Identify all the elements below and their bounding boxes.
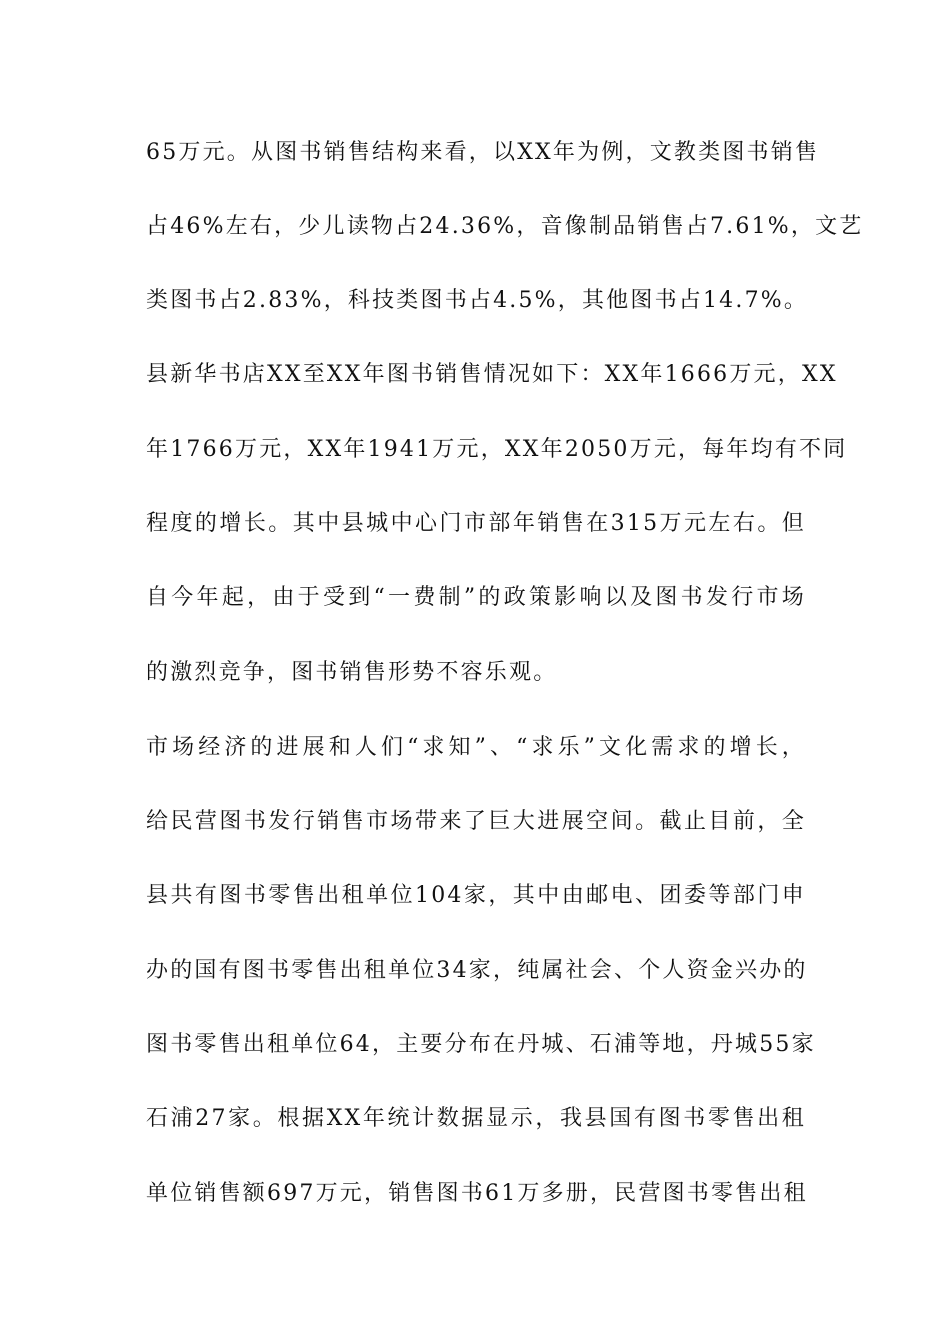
text-line-5: 年1766万元，XX年1941万元，XX年2050万元，每年均有不同 <box>146 437 848 462</box>
text-line-9: 市场经济的进展和人们“求知”、“求乐”文化需求的增长， <box>146 735 806 760</box>
text-line-2: 占46%左右，少儿读物占24.36%，音像制品销售占7.61%，文艺 <box>146 214 864 239</box>
text-line-6: 程度的增长。其中县城中心门市部年销售在315万元左右。但 <box>146 511 806 536</box>
text-line-15: 单位销售额697万元，销售图书61万多册，民营图书零售出租 <box>146 1181 808 1206</box>
text-line-12: 办的国有图书零售出租单位34家，纯属社会、个人资金兴办的 <box>146 958 808 983</box>
text-line-1: 65万元。从图书销售结构来看，以XX年为例，文教类图书销售 <box>146 140 820 165</box>
text-line-14: 石浦27家。根据XX年统计数据显示，我县国有图书零售出租 <box>146 1106 806 1131</box>
text-line-13: 图书零售出租单位64，主要分布在丹城、石浦等地，丹城55家 <box>146 1032 816 1057</box>
text-line-10: 给民营图书发行销售市场带来了巨大进展空间。截止目前，全 <box>146 809 806 834</box>
text-line-3: 类图书占2.83%，科技类图书占4.5%，其他图书占14.7%。 <box>146 288 809 313</box>
text-line-11: 县共有图书零售出租单位104家，其中由邮电、团委等部门申 <box>146 883 806 908</box>
text-line-8: 的激烈竞争，图书销售形势不容乐观。 <box>146 660 558 685</box>
text-line-7: 自今年起，由于受到“一费制”的政策影响以及图书发行市场 <box>146 585 806 610</box>
text-line-4: 县新华书店XX至XX年图书销售情况如下：XX年1666万元，XX <box>146 362 838 387</box>
